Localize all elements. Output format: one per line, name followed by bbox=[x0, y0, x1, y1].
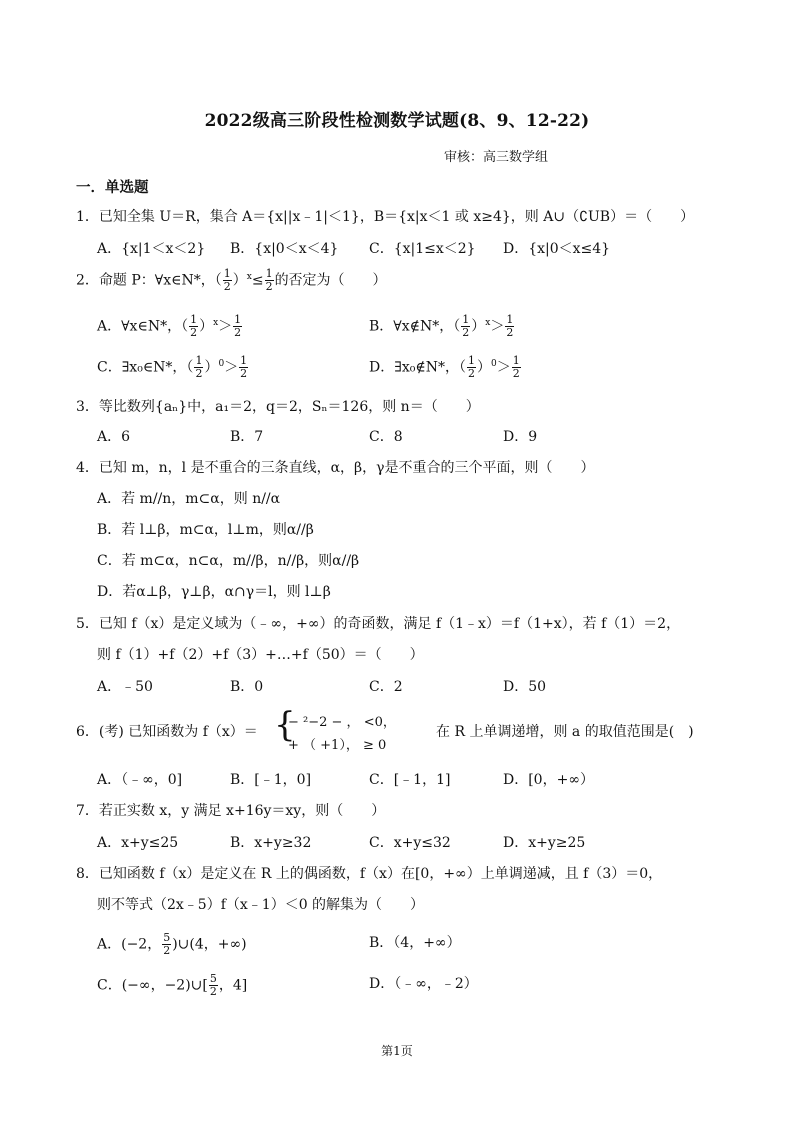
question-1-stem: 1．已知全集 U＝R，集合 A＝{x||x﹣1|＜1}，B＝{x|x＜1 或 x≥4}，则 A∪（∁UB）＝（ ） bbox=[76, 209, 695, 225]
question-5-stem: 5．已知 f（x）是定义域为（﹣∞，+∞）的奇函数，满足 f（1﹣x）＝f（1+x），若 f（1）＝2， bbox=[76, 616, 681, 632]
question-6-option-b: B．[﹣1，0] bbox=[230, 772, 312, 788]
question-7-option-b: B．x+y≥32 bbox=[230, 835, 312, 851]
question-4-option-a: A．若 m//n，m⊂α，则 n//α bbox=[97, 491, 281, 507]
question-5-option-a: A．﹣50 bbox=[97, 679, 153, 695]
question-7-stem: 7．若正实数 x，y 满足 x+16y＝xy，则（ ） bbox=[76, 803, 386, 819]
question-4-option-b: B．若 l⊥β，m⊂α，l⊥m，则α//β bbox=[97, 522, 314, 538]
question-2-option-a: A．∀x∈N*，（ $\frac{1}{2}$ ）$^x$＞ $\frac{1}{2}$ bbox=[97, 313, 242, 339]
question-3-option-a: A．6 bbox=[97, 429, 131, 445]
question-3-option-c: C．8 bbox=[369, 429, 403, 445]
question-4-stem: 4．已知 m，n，l 是不重合的三条直线，α，β，γ是不重合的三个平面，则（ ） bbox=[76, 460, 595, 476]
question-7-option-a: A．x+y≤25 bbox=[97, 835, 179, 851]
exam-title: 2022级高三阶段性检测数学试题(8、9、12-22) bbox=[204, 111, 590, 131]
question-3-stem: 3．等比数列{aₙ}中，a₁＝2，q＝2，Sₙ＝126，则 n＝（ ） bbox=[76, 399, 480, 415]
question-5-option-c: C．2 bbox=[369, 679, 403, 695]
question-2-option-b: B．∀x∉N*，（ $\frac{1}{2}$ ）$^x$＞ $\frac{1}{2}$ bbox=[369, 313, 514, 339]
question-4-option-d: D．若α⊥β，γ⊥β，α∩γ＝l，则 l⊥β bbox=[97, 584, 331, 600]
question-8-option-b: B．（4，+∞） bbox=[369, 935, 461, 951]
question-8-stem: 8．已知函数 f（x）是定义在 R 上的偶函数，f（x）在[0，+∞）上单调递减，且 f（3）＝0， bbox=[76, 866, 663, 882]
question-8-option-c: C．(−∞，−2)∪[ $\frac{5}{2}$ ，4] bbox=[97, 972, 248, 998]
question-1-option-b: B．{x|0＜x＜4} bbox=[230, 241, 339, 257]
question-2-stem: 2．命题 P：∀x∈N*，（ $\frac{1}{2}$ ）$^x$≤ $\frac{1}{2}$ 的否定为（ ） bbox=[76, 267, 387, 293]
question-4-option-c: C．若 m⊂α，n⊂α，m//β，n//β，则α//β bbox=[97, 553, 360, 569]
question-5-option-d: D．50 bbox=[503, 679, 547, 695]
question-2-option-c: C．∃x₀∈N*，（ $\frac{1}{2}$ ）$^0$＞ $\frac{1}{2}$ bbox=[97, 354, 248, 380]
question-6-option-c: C．[﹣1，1] bbox=[369, 772, 451, 788]
question-5-option-b: B．0 bbox=[230, 679, 264, 695]
question-6-option-d: D．[0，+∞） bbox=[503, 772, 594, 788]
fraction: $\frac{1}{2}$ bbox=[223, 267, 231, 293]
piecewise-case-1: − ²−2 − ， <0， bbox=[288, 715, 396, 730]
piecewise-brace: { bbox=[274, 705, 296, 745]
question-3-option-b: B．7 bbox=[230, 429, 264, 445]
question-8-option-d: D．（﹣∞，﹣2） bbox=[369, 976, 478, 992]
question-3-option-d: D．9 bbox=[503, 429, 538, 445]
question-1-option-a: A．{x|1＜x＜2} bbox=[97, 241, 206, 257]
page-number: 第1页 bbox=[381, 1044, 413, 1058]
section-heading: 一．单选题 bbox=[76, 179, 149, 196]
question-7-option-c: C．x+y≤32 bbox=[369, 835, 451, 851]
question-1-option-c: C．{x|1≤x＜2} bbox=[369, 241, 476, 257]
question-8-stem-line2: 则不等式（2x﹣5）f（x﹣1）＜0 的解集为（ ） bbox=[97, 897, 425, 913]
question-6-stem-tail: 在 R 上单调递增，则 a 的取值范围是( ) bbox=[436, 724, 694, 740]
question-7-option-d: D．x+y≥25 bbox=[503, 835, 586, 851]
piecewise-case-2: + （ +1）， ≥ 0 bbox=[288, 738, 387, 753]
reviewer-note: 审核：高三数学组 bbox=[444, 150, 549, 165]
question-6-option-a: A．（﹣∞，0] bbox=[97, 772, 183, 788]
question-8-option-a: A．(−2， $\frac{5}{2}$ )∪(4，+∞) bbox=[97, 931, 247, 957]
question-1-option-d: D．{x|0＜x≤4} bbox=[503, 241, 611, 257]
fraction: $\frac{1}{2}$ bbox=[265, 267, 273, 293]
question-6-stem: 6．(考) 已知函数为 f（x）＝ bbox=[76, 724, 258, 740]
question-5-stem-line2: 则 f（1）+f（2）+f（3）+…+f（50）＝（ ） bbox=[97, 647, 424, 663]
question-2-option-d: D．∃x₀∉N*，（ $\frac{1}{2}$ ）$^0$＞ $\frac{1}{2}$ bbox=[369, 354, 520, 380]
